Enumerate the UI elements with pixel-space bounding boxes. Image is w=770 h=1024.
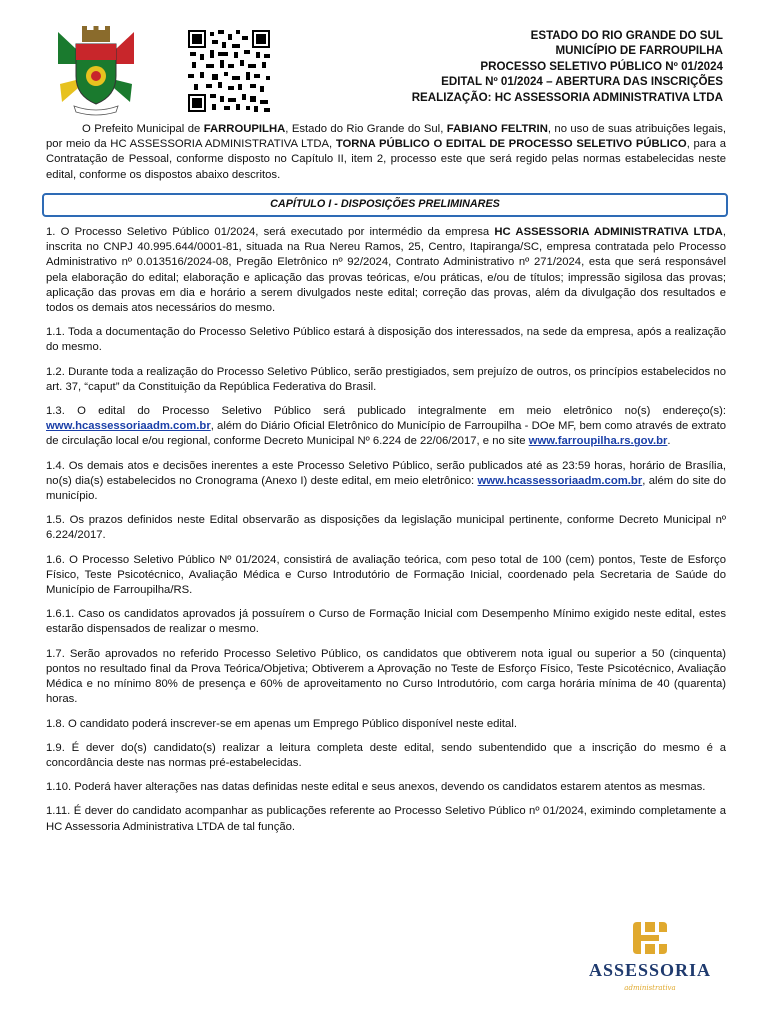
item-1-5: 1.5. Os prazos definidos neste Edital observarão as disposições da legislação municipal pertinente, conforme Decreto Municipal nº 6.224/2017. bbox=[46, 514, 726, 542]
item-1-8: 1.8. O candidato poderá inscrever-se em apenas um Emprego Público disponível neste edital. bbox=[46, 717, 517, 730]
document-header bbox=[0, 22, 770, 120]
header-edital: EDITAL Nº 01/2024 – ABERTURA DAS INSCRIÇÕES bbox=[441, 75, 723, 89]
farroupilha-website-link[interactable]: www.farroupilha.rs.gov.br bbox=[528, 435, 668, 448]
item-1-3: 1.3. O edital do Processo Seletivo Público será publicado integralmente em meio eletrônico no(s) endereço(s): www.hcassessoriaadm.com.br, além do Diário Oficial Eletrônico do Município de Farroupilha - DOe MF, bem como através de extrato de circulação local e/ou regional, conforme Decreto Municipal Nº 6.224 de 22/06/2017, e no site www.farroupilha.rs.gov.br. bbox=[46, 405, 726, 448]
chapter-heading: CAPÍTULO I - DISPOSIÇÕES PRELIMINARES bbox=[42, 193, 728, 217]
hc-assessoria-logo bbox=[575, 920, 725, 996]
hc-website-link[interactable]: www.hcassessoriaadm.com.br bbox=[46, 420, 211, 433]
hc-website-link-2[interactable]: www.hcassessoriaadm.com.br bbox=[477, 474, 643, 487]
item-1-10: 1.10. Poderá haver alterações nas datas definidas neste edital e seus anexos, devendo os candidatos estarem atentos as mesmas. bbox=[46, 781, 706, 794]
header-process: PROCESSO SELETIVO PÚBLICO Nº 01/2024 bbox=[480, 59, 723, 73]
item-1-6: 1.6. O Processo Seletivo Público Nº 01/2024, consistirá de avaliação teórica, com peso total de 100 (cem) pontos, Teste de Esforço Físico, Teste Psicotécnico, Avaliação Médica e Curso Introdutório de Formação Inicial, coordenado pela Secretaria de Saúde do Município de Farroupilha/RS. bbox=[46, 553, 726, 597]
header-municipality: MUNICÍPIO DE FARROUPILHA bbox=[555, 44, 723, 58]
hc-monogram-icon bbox=[633, 922, 667, 954]
qr-code-icon bbox=[188, 30, 270, 112]
item-1-7: 1.7. Serão aprovados no referido Processo Seletivo Público, os candidatos que obtiverem nota igual ou superior a 50 (cinquenta) pontos no resultado final da Prova Teórica/Objetiva; Obtiverem a Aprovação no Teste de Esforço Físico, Teste Psicotécnico, Avaliação Médica e no mínimo 80% de presença e 60% de aproveitamento no Curso Introdutório, com carga horária mínima de 40 (quarenta) horas. bbox=[46, 647, 726, 706]
header-organizer: REALIZAÇÃO: HC ASSESSORIA ADMINISTRATIVA LTDA bbox=[411, 90, 723, 104]
item-1-9: 1.9. É dever do(s) candidato(s) realizar a leitura completa deste edital, sendo subentendido que a inscrição do mesmo é a concordância deste nas normas pré-estabelecidas. bbox=[46, 741, 726, 769]
intro-paragraph: O Prefeito Municipal de FARROUPILHA, Estado do Rio Grande do Sul, FABIANO FELTRIN, no uso de suas atribuições legais, por meio da HC ASSESSORIA ADMINISTRATIVA LTDA, TORNA PÚBLICO O EDITAL DE PROCESSO SELETIVO PÚBLICO, para a Contratação de Pessoal, conforme disposto no Capítulo II, item 2, processo este que será regido pelas normas estabelecidas neste edital, conforme os dispostos abaixo descritos. bbox=[46, 123, 727, 181]
logo-name: ASSESSORIA bbox=[588, 960, 712, 980]
item-1-6-1: 1.6.1. Caso os candidatos aprovados já possuírem o Curso de Formação Inicial com Desempenho Mínimo exigido neste edital, estes estarão dispensados de realizar o mesmo. bbox=[46, 608, 726, 636]
logo-tagline: administrativa bbox=[624, 984, 676, 992]
header-state: ESTADO DO RIO GRANDE DO SUL bbox=[530, 29, 723, 42]
municipal-coat-of-arms-icon bbox=[52, 24, 140, 116]
document-body bbox=[46, 122, 726, 844]
item-1-4: 1.4. Os demais atos e decisões inerentes a este Processo Seletivo Público, serão publicados até as 23:59 horas, horário de Brasília, no(s) dia(s) estabelecidos no Cronograma (Anexo I) deste edital, em meio eletrônico: www.hcassessoriaadm.com.br, além do site do município. bbox=[46, 459, 726, 503]
item-1: 1. O Processo Seletivo Público 01/2024, será executado por intermédio da empresa HC ASSESSORIA ADMINISTRATIVA LTDA, inscrita no CNPJ 40.995.644/0001-81, situada na Rua Nereu Ramos, 25, Centro, Itapiranga/SC, empresa contratada pelo Processo Administrativo nº 0.013516/2024-08, Pregão Eletrônico nº 92/2024, Contrato Administrativo nº 271/2024, esta que será responsável pela elaboração do edital; elaboração e aplicação das provas teóricas, e/ou práticas, e/ou de títulos; impressão sigilosa das provas; aplicação das provas em dia e horário a serem divulgados neste edital; correção das provas, além da divulgação dos resultados e todos os demais atos necessários do mesmo. bbox=[46, 226, 726, 315]
item-1-11: 1.11. É dever do candidato acompanhar as publicações referente ao Processo Seletivo Público nº 01/2024, eximindo completamente a HC Assessoria Administrativa LTDA de tal função. bbox=[46, 805, 726, 833]
item-1-1: 1.1. Toda a documentação do Processo Seletivo Público estará à disposição dos interessados, na sede da empresa, após a realização do mesmo. bbox=[46, 326, 726, 354]
item-1-2: 1.2. Durante toda a realização do Processo Seletivo Público, serão prestigiados, sem prejuízo de outros, os princípios estabelecidos no art. 37, “caput” da Constituição da República Federativa do Brasil. bbox=[46, 365, 726, 393]
header-title-block bbox=[412, 28, 723, 105]
